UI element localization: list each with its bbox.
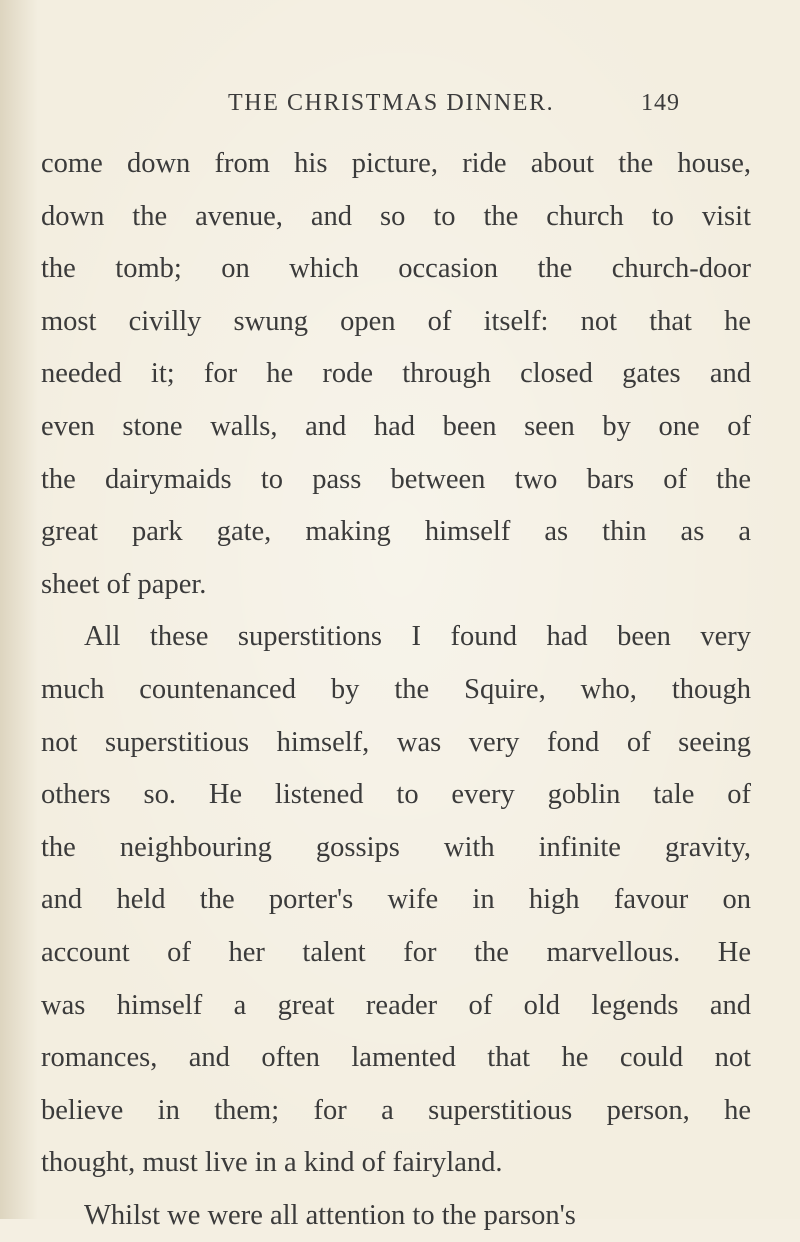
text-line: was himself a great reader of old legends and <box>41 989 751 1021</box>
text-line-paragraph-start: Whilst we were all attention to the parson's <box>84 1199 576 1231</box>
text-line: much countenanced by the Squire, who, though <box>41 673 751 705</box>
text-line: not superstitious himself, was very fond of seeing <box>41 726 751 758</box>
text-line: romances, and often lamented that he could not <box>41 1042 751 1074</box>
text-line: believe in them; for a superstitious person, he <box>41 1094 751 1126</box>
text-line: come down from his picture, ride about the house, <box>41 148 751 179</box>
page-number: 149 <box>641 90 680 116</box>
body-text <box>41 138 751 1242</box>
page-header <box>0 90 800 124</box>
text-line: and held the porter's wife in high favour on <box>41 884 751 916</box>
text-line-paragraph-end: thought, must live in a kind of fairyland. <box>41 1147 503 1179</box>
running-head: THE CHRISTMAS DINNER. <box>228 90 555 116</box>
text-line: others so. He listened to every goblin tale of <box>41 779 751 811</box>
text-line: great park gate, making himself as thin as a <box>41 516 751 548</box>
text-line-paragraph-start: All these superstitions I found had been very <box>84 621 751 653</box>
text-line: most civilly swung open of itself: not that he <box>41 305 751 337</box>
text-line: even stone walls, and had been seen by one of <box>41 410 751 442</box>
text-line: the dairymaids to pass between two bars of the <box>41 463 751 495</box>
text-line: the neighbouring gossips with infinite gravity, <box>41 831 751 863</box>
text-line: down the avenue, and so to the church to visit <box>41 200 751 232</box>
text-line: needed it; for he rode through closed gates and <box>41 358 751 390</box>
text-line: the tomb; on which occasion the church-door <box>41 253 751 285</box>
text-line-paragraph-end: sheet of paper. <box>41 568 207 600</box>
binding-shadow <box>0 0 38 1219</box>
text-line: account of her talent for the marvellous. He <box>41 936 751 968</box>
